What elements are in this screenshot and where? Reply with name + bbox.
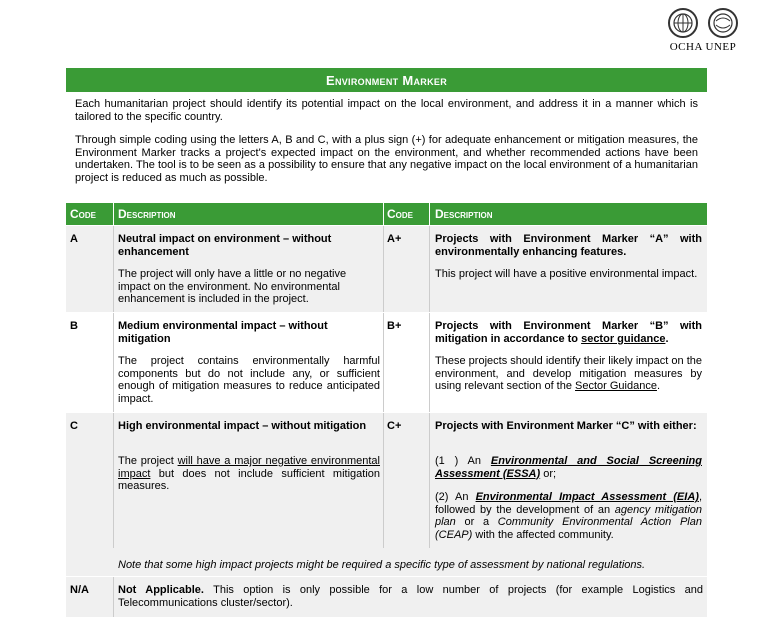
row-na-body: This option is only possible for a low number of projects (for example Logistics and Telecommunications cluster/sector). [118, 584, 703, 609]
row-b-plus-text-end: . [656, 380, 661, 392]
page-title [66, 68, 707, 92]
row-na-text [118, 584, 703, 609]
table-row-c [66, 413, 707, 576]
essa-link[interactable]: Environmental and Social Screening Assessment (ESSA) [435, 455, 702, 480]
opt2-suffix: with the affected community. [472, 528, 614, 541]
header-code-plus: Code [387, 207, 414, 221]
row-b-plus-title-end: . [665, 332, 669, 345]
header-description-plus: Description [435, 207, 493, 221]
sector-guidance-link-2[interactable]: Sector Guidance [575, 380, 657, 392]
row-c-option-2 [435, 491, 702, 541]
row-c-option-1 [435, 455, 702, 480]
table-row-na [66, 577, 707, 617]
row-b-plus-title-text: Projects with Environment Marker “B” with mitigation in accordance to [435, 320, 702, 345]
table-row-b [66, 313, 707, 412]
row-a-plus-text: This project will have a positive environmental impact. [435, 268, 698, 280]
intro-paragraph-1: Each humanitarian project should identify its potential impact on the local environment, and address it in a manner which is tailored to the specific country. [75, 98, 698, 123]
code-c: C [70, 420, 78, 432]
row-b-text: The project contains environmentally harmful components but do not include any, or sufficient enough of mitigation measures to reduce anticipated impact. [118, 355, 380, 405]
row-b-plus-title [435, 320, 702, 345]
code-na: N/A [70, 584, 89, 596]
code-b-plus: B+ [387, 320, 402, 332]
row-b-plus-text-body: These projects should identify their likely impact on the environment, and develop mitigation measures by using relevant section of the [435, 355, 702, 392]
opt2-mid2: or a [455, 516, 498, 528]
opt2-prefix: (2) An [435, 491, 476, 503]
logos [663, 8, 743, 53]
row-a-text: The project will only have a little or no negative impact on the environment. No environmental enhancement is included in the project. [118, 268, 347, 305]
row-c-title: High environmental impact – without mitigation [118, 420, 367, 432]
code-c-plus: C+ [387, 420, 402, 432]
row-c-note: Note that some high impact projects might be required a specific type of assessment by national regulations. [118, 559, 646, 571]
unep-emblem-icon [708, 8, 738, 38]
table-header [66, 203, 707, 225]
row-c-text [118, 455, 380, 493]
title-text: Environment Marker [325, 72, 447, 88]
row-b-plus-text [435, 355, 702, 393]
un-emblem-icon [668, 8, 698, 38]
opt2-mid: , followed by the development of an [435, 491, 702, 516]
ceap-text: Community Environmental Action Plan (CEAP) [435, 516, 702, 541]
major-impact-text: will have a major negative environmental impact [118, 455, 380, 480]
code-a: A [70, 233, 78, 245]
row-c-text-start: The project [118, 455, 178, 467]
agency-plan-text: agency mitigation plan [435, 503, 702, 528]
row-a-title: Neutral impact on environment – without enhancement [118, 233, 332, 258]
opt1-suffix: or; [540, 467, 557, 480]
intro-paragraph-2: Through simple coding using the letters A, B and C, with a plus sign (+) for adequate enhancement or mitigation measures, the Environment Marker tracks a project's expected impact on the environment, and whether recommended actions have been undertaken. The tool is to be seen as a possibility to ensure that any negative impact on the local environment of a humanitarian project is reduced as much as possible. [75, 134, 698, 184]
code-b: B [70, 320, 78, 332]
header-code: Code [70, 207, 97, 221]
logo-caption: OCHA UNEP [669, 41, 737, 53]
code-a-plus: A+ [387, 233, 402, 245]
row-c-text-end: but does not include sufficient mitigation measures. [118, 467, 380, 492]
header-description: Description [118, 207, 176, 221]
opt1-prefix: (1 ) An [435, 455, 491, 467]
table-row-a [66, 226, 707, 312]
row-c-plus-title: Projects with Environment Marker “C” with either: [435, 420, 697, 432]
row-na-title: Not Applicable. [118, 584, 204, 596]
eia-link[interactable]: Environmental Impact Assessment (EIA) [475, 491, 699, 503]
sector-guidance-link[interactable]: sector guidance [581, 332, 666, 345]
row-a-plus-title: Projects with Environment Marker “A” with environmentally enhancing features. [435, 233, 702, 258]
row-b-title: Medium environmental impact – without mitigation [118, 320, 328, 345]
